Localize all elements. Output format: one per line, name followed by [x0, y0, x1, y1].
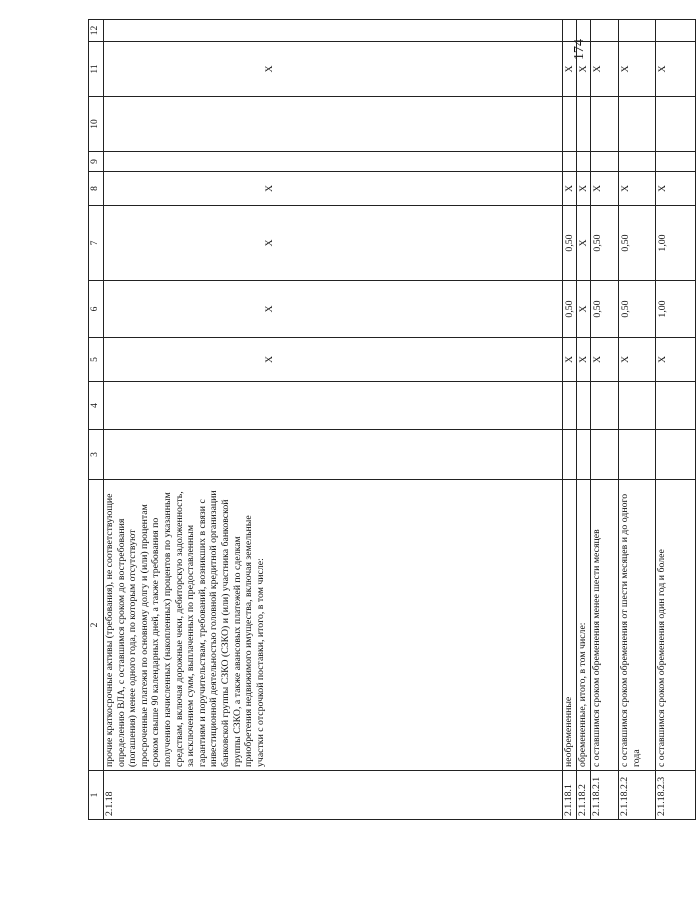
column-header: 5 [89, 338, 104, 382]
row-code: 2.1.18.2.1 [591, 771, 619, 820]
table-cell [656, 430, 696, 480]
table-row [619, 20, 656, 820]
row-name: с оставшимся сроком обременения менее шести месяцев [591, 480, 619, 771]
column-header: 3 [89, 430, 104, 480]
row-name: с оставшимся сроком обременения от шести месяцев и до одного года [619, 480, 656, 771]
header-row [89, 20, 104, 820]
table-cell [577, 97, 591, 152]
column-header: 4 [89, 382, 104, 430]
table-row [563, 20, 577, 820]
table-cell [619, 20, 656, 42]
table-cell [656, 97, 696, 152]
table-cell: X [591, 338, 619, 382]
row-code: 2.1.18.2 [577, 771, 591, 820]
table-cell [563, 382, 577, 430]
table-cell: 1,00 [656, 206, 696, 281]
table-cell [104, 20, 563, 42]
row-name: прочие краткосрочные активы (требования), не соответствующие определению ВЛА, с оставшимся сроком до востребования (погашения) менее одного года, по которым отсутствуют просроченные платежи по основному долгу и (или) процентам сроком свыше 90 календарных дней, а также требования по получению начисленных (накопленных) процентов по указанным средствам, включая дорожные чеки, дебиторскую задолженность, за исключением сумм, выплаченных по предоставленным гарантиям и поручительствам, требований, возникших в связи с инвестиционной деятельностью головной кредитной организации банковской группы СЗКО (СЗКО) и (или) участника банковской группы СЗКО, а также авансовых платежей по сделкам приобретения недвижимого имущества, включая земельные участки с отсрочкой поставки, итого, в том числе: [104, 480, 563, 771]
column-header: 7 [89, 206, 104, 281]
document-table [88, 19, 696, 820]
column-header: 8 [89, 172, 104, 206]
table-cell [577, 152, 591, 172]
table-cell: X [104, 338, 563, 382]
column-header: 1 [89, 771, 104, 820]
table-cell [563, 20, 577, 42]
table-cell [104, 97, 563, 152]
row-code: 2.1.18.2.3 [656, 771, 696, 820]
row-name: необремененные [563, 480, 577, 771]
table-cell [104, 152, 563, 172]
table-row [656, 20, 696, 820]
table-cell: X [104, 206, 563, 281]
table-row [104, 20, 563, 820]
column-header: 12 [89, 20, 104, 42]
table-cell: X [577, 281, 591, 338]
table-cell: X [619, 42, 656, 97]
table-row [591, 20, 619, 820]
table-cell: X [591, 42, 619, 97]
column-header: 6 [89, 281, 104, 338]
column-header: 9 [89, 152, 104, 172]
table-cell: 0,50 [563, 281, 577, 338]
row-code: 2.1.18.2.2 [619, 771, 656, 820]
table-cell: 1,00 [656, 281, 696, 338]
column-header: 10 [89, 97, 104, 152]
table-cell [619, 152, 656, 172]
table-cell: X [563, 338, 577, 382]
table-cell: X [104, 281, 563, 338]
table-cell [104, 430, 563, 480]
row-code: 2.1.18.1 [563, 771, 577, 820]
table-cell: X [656, 42, 696, 97]
table-cell: X [563, 42, 577, 97]
table-row [577, 20, 591, 820]
table-cell [563, 430, 577, 480]
table-cell [619, 430, 656, 480]
table-cell [591, 97, 619, 152]
row-code: 2.1.18 [104, 771, 563, 820]
table-cell: 0,50 [591, 281, 619, 338]
column-header: 2 [89, 480, 104, 771]
table-cell: X [104, 172, 563, 206]
table-cell: X [577, 206, 591, 281]
table-cell: X [577, 338, 591, 382]
table-cell: X [619, 338, 656, 382]
table-cell [104, 382, 563, 430]
table-cell: X [563, 172, 577, 206]
table-cell: X [577, 172, 591, 206]
table-cell: 0,50 [563, 206, 577, 281]
table-cell: X [577, 42, 591, 97]
table-cell [591, 20, 619, 42]
table-cell [577, 382, 591, 430]
table-cell: X [656, 338, 696, 382]
table-cell: 0,50 [619, 281, 656, 338]
row-name: с оставшимся сроком обременения один год и более [656, 480, 696, 771]
column-header: 11 [89, 42, 104, 97]
row-name: обремененные, итого, в том числе: [577, 480, 591, 771]
table-cell [656, 20, 696, 42]
table-cell [656, 152, 696, 172]
table-cell: 0,50 [591, 206, 619, 281]
table-cell [619, 382, 656, 430]
table-cell [577, 430, 591, 480]
table-cell: X [656, 172, 696, 206]
table-cell [563, 152, 577, 172]
table-cell [591, 152, 619, 172]
table-cell: X [619, 172, 656, 206]
page-number: 174 [572, 39, 587, 60]
table-cell: X [591, 172, 619, 206]
table-cell [591, 382, 619, 430]
table-cell: X [104, 42, 563, 97]
table-cell [563, 97, 577, 152]
table-cell [619, 97, 656, 152]
table-cell [577, 20, 591, 42]
table-cell [591, 430, 619, 480]
table-cell [656, 382, 696, 430]
table-cell: 0,50 [619, 206, 656, 281]
